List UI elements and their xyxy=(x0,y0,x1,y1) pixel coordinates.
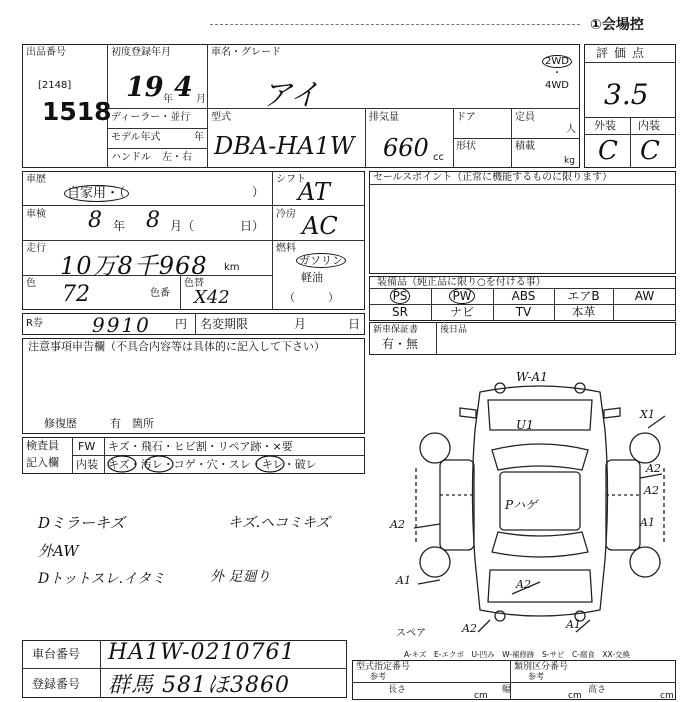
name-limit-label: 名変期限 xyxy=(200,317,249,331)
fuel-label: 燃料 xyxy=(276,243,296,254)
car-name-value: アイ xyxy=(262,78,320,113)
repair-value: 有 箇所 xyxy=(110,417,154,430)
car-name-label: 車名・グレード xyxy=(211,47,281,58)
class-no-label: 類別区分番号 xyxy=(514,662,569,672)
evaluation-label: 評価点 xyxy=(596,46,651,60)
displacement-label: 排気量 xyxy=(369,112,399,123)
shift-value: AT xyxy=(298,178,331,206)
shift-label: シフト xyxy=(276,174,306,185)
equipment-label: 装備品（純正品に限り○を付ける事） xyxy=(377,277,546,288)
chassis-value: HA1W-0210761 xyxy=(108,640,296,665)
comment-right-2: 外 足廻り xyxy=(210,569,271,585)
damage-legend: A-キズ E-エクボ U-凹み W-補修跡 S-サビ C-腐食 XX-交換 xyxy=(404,650,630,659)
comment-left-3: Dトットスレ.イタミ xyxy=(38,571,166,587)
comment-left-2: 外AW xyxy=(38,542,79,560)
color-change-label: 色替 xyxy=(184,278,204,289)
inspector-label1: 検査員 xyxy=(26,439,59,452)
drive-options: 2WD ・ 4WD xyxy=(536,56,578,92)
diag-a2c: A2 xyxy=(390,518,405,531)
repair-label: 修復歴 xyxy=(44,417,77,430)
equip-pw: PW xyxy=(431,289,493,304)
exterior-value: C xyxy=(598,136,618,166)
inspector-label2: 記入欄 xyxy=(26,456,59,469)
height-label: 高さ xyxy=(588,685,607,695)
diag-a2e: A2 xyxy=(462,622,477,635)
color-label: 色 xyxy=(26,278,36,289)
rear-seat-label: 後日品 xyxy=(440,325,468,335)
equip-tv: TV xyxy=(515,305,532,319)
diag-x1: X1 xyxy=(640,408,655,421)
inspection-label: 車検 xyxy=(26,209,46,220)
aircon-value: AC xyxy=(302,212,338,240)
equip-aw: AW xyxy=(634,289,655,303)
mileage-label: 走行 xyxy=(26,243,46,254)
capacity-label: 定員 xyxy=(515,112,535,123)
registration-value: 群馬 581ほ3860 xyxy=(108,673,290,698)
usage-value: 自家用・（ xyxy=(64,182,129,201)
diag-p-label: Pハゲ xyxy=(505,498,538,512)
diag-a2b: A2 xyxy=(644,484,659,497)
warranty-value: 有・無 xyxy=(382,337,419,351)
lot-label: 出品番号 xyxy=(26,47,66,58)
model-type-value: DBA-HA1W xyxy=(214,132,355,160)
registration-label: 登録番号 xyxy=(32,677,81,691)
diag-spare: スペア xyxy=(396,628,426,639)
displacement-value: 660 xyxy=(383,134,429,162)
diag-u-label: U1 xyxy=(516,418,534,432)
equip-leather: 本革 xyxy=(571,305,596,319)
usage-label: 車歴 xyxy=(26,174,46,185)
color-no-label: 色番 xyxy=(150,288,170,299)
comment-left-1: Dミラーキズ xyxy=(38,514,125,532)
fuel-gasoline: ガソリン xyxy=(296,252,346,268)
inspection-month: 8 xyxy=(146,208,160,233)
length-label: 長さ xyxy=(388,685,407,695)
inspection-year: 8 xyxy=(88,208,102,233)
diag-a1a: A1 xyxy=(640,516,655,529)
equip-navi: ナビ xyxy=(449,305,474,319)
shape-label: 形状 xyxy=(456,141,476,152)
load-label: 積載 xyxy=(515,141,535,152)
diag-a2d: A2 xyxy=(516,578,531,591)
equip-ps: PS xyxy=(369,289,431,304)
color-value: 72 xyxy=(62,282,90,307)
interior-insp-items: キズ・汚レ・コゲ・穴・スレ・キレ・破レ xyxy=(108,458,317,471)
dealer-label: ディーラー・並行 xyxy=(111,112,191,123)
diag-w-label: W-A1 xyxy=(516,370,548,384)
fw-label: FW xyxy=(78,440,96,453)
notes-label: 注意事項申告欄（不具合内容等は具体的に記入して下さい） xyxy=(28,340,325,353)
equip-abs: ABS xyxy=(511,289,536,303)
recycle-block xyxy=(22,313,365,335)
inspector-circle-marks xyxy=(104,455,404,475)
color-change-value: X42 xyxy=(194,287,230,308)
first-reg-label: 初度登録年月 xyxy=(111,47,171,58)
aircon-label: 冷房 xyxy=(276,209,296,220)
chassis-label: 車台番号 xyxy=(32,647,81,661)
diag-a1c: A1 xyxy=(566,618,581,631)
car-damage-diagram xyxy=(400,370,680,640)
handle-label: ハンドル xyxy=(111,152,151,163)
evaluation-value: 3.5 xyxy=(604,78,649,111)
top-strip: ①会場控 xyxy=(590,17,644,33)
first-reg-year: 19 xyxy=(126,72,164,103)
width-label: 幅 xyxy=(502,685,512,695)
first-reg-month: 4 xyxy=(174,72,193,103)
mileage-value: 10万8千968 xyxy=(60,252,208,280)
recycle-label: R券 xyxy=(26,318,43,329)
equip-airbag: エアB xyxy=(567,289,600,303)
diag-a2a: A2 xyxy=(646,462,661,475)
fuel-diesel: 軽油 xyxy=(301,271,323,284)
sales-point-label: セールスポイント（正常に機能するものに限ります） xyxy=(373,172,613,183)
interior-insp-label: 内装 xyxy=(76,458,98,471)
diag-a1b: A1 xyxy=(396,574,411,587)
model-year-label: モデル年式 xyxy=(111,132,161,143)
recycle-value: 9910 xyxy=(92,313,151,337)
warranty-label: 新車保証書 xyxy=(373,325,419,335)
door-label: ドア xyxy=(456,112,476,123)
lot-code: [2148] xyxy=(38,80,72,91)
type-no-label: 型式指定番号 xyxy=(356,662,411,672)
comment-right-1: キズ.ヘコミキズ xyxy=(228,515,330,531)
fw-items: キズ・飛石・ヒビ割・リペア跡・×要 xyxy=(108,440,293,453)
equip-sr: SR xyxy=(392,305,408,319)
exterior-label: 外装 xyxy=(594,119,616,132)
lot-number: 1518 xyxy=(42,97,112,126)
interior-label: 内装 xyxy=(638,119,660,132)
sales-point-block xyxy=(369,171,676,274)
model-type-label: 型式 xyxy=(211,112,231,123)
interior-value: C xyxy=(640,136,660,166)
handle-value: 左・右 xyxy=(162,152,192,163)
